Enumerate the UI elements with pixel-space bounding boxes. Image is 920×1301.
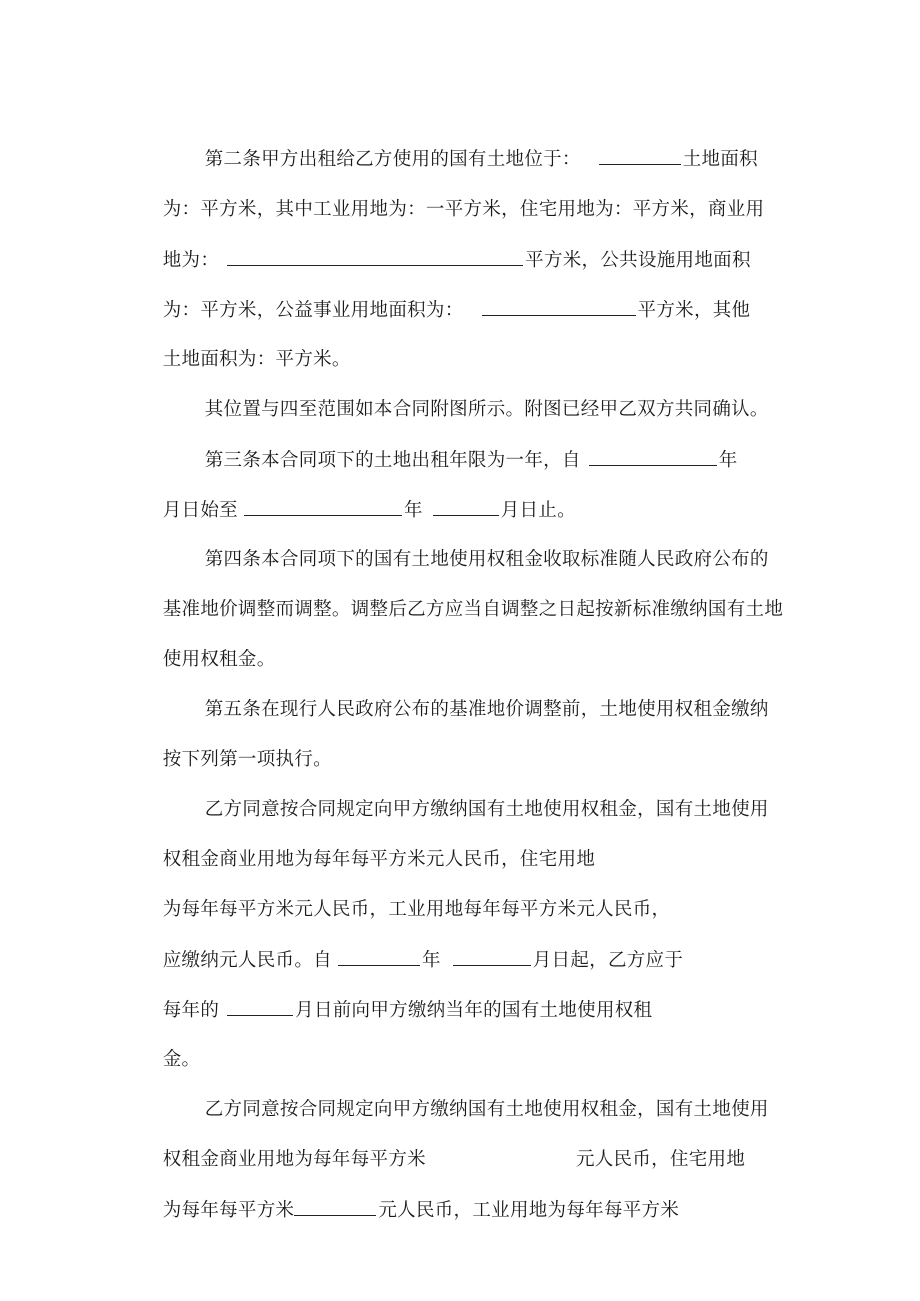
text-line: 为：平方米，公益事业用地面积为： 平方米，其他 bbox=[138, 271, 750, 350]
text-line: 为：平方米，其中工业用地为：一平方米，住宅用地为：平方米，商业用 bbox=[162, 199, 765, 220]
text-line: 其位置与四至范围如本合同附图所示。附图已经甲乙双方共同确认。 bbox=[204, 399, 769, 420]
text-line: 乙方同意按合同规定向甲方缴纳国有土地使用权租金，国有土地使用 bbox=[204, 799, 769, 820]
text-line: 第四条本合同项下的国有土地使用权租金收取标准随人民政府公布的 bbox=[204, 549, 769, 570]
text-line: 使用权租金。 bbox=[162, 649, 276, 670]
text-line: 乙方同意按合同规定向甲方缴纳国有土地使用权租金，国有土地使用 bbox=[204, 1099, 769, 1120]
text-line: 按下列第一项执行。 bbox=[162, 749, 332, 770]
text-line: 第二条甲方出租给乙方使用的国有土地位于： 土地面积 bbox=[180, 120, 758, 199]
text-line: 权租金商业用地为每年每平方米 元人民币，住宅用地 bbox=[162, 1149, 746, 1170]
text-line: 为每年每平方米 元人民币，工业用地为每年每平方米 bbox=[138, 1171, 679, 1250]
text-line: 第五条在现行人民政府公布的基准地价调整前，土地使用权租金缴纳 bbox=[204, 699, 769, 720]
text-line: 第三条本合同项下的土地出租年限为一年，自 年 bbox=[180, 421, 738, 500]
text-line: 地为： 平方米，公共设施用地面积 bbox=[138, 221, 751, 300]
text-line: 土地面积为：平方米。 bbox=[162, 349, 351, 370]
text-line: 为每年每平方米元人民币，工业用地每年每平方米元人民币， bbox=[162, 899, 671, 920]
text-line: 月日始至 年 月日止。 bbox=[138, 471, 576, 550]
text-line: 金。 bbox=[162, 1049, 201, 1070]
text-line: 每年的 月日前向甲方缴纳当年的国有土地使用权租 bbox=[138, 971, 652, 1050]
text-line: 应缴纳元人民币。自 年 月日起，乙方应于 bbox=[138, 921, 683, 1000]
text-line: 权租金商业用地为每年每平方米元人民币，住宅用地 bbox=[162, 849, 596, 870]
text-line: 基准地价调整而调整。调整后乙方应当自调整之日起按新标准缴纳国有土地 bbox=[162, 599, 784, 620]
